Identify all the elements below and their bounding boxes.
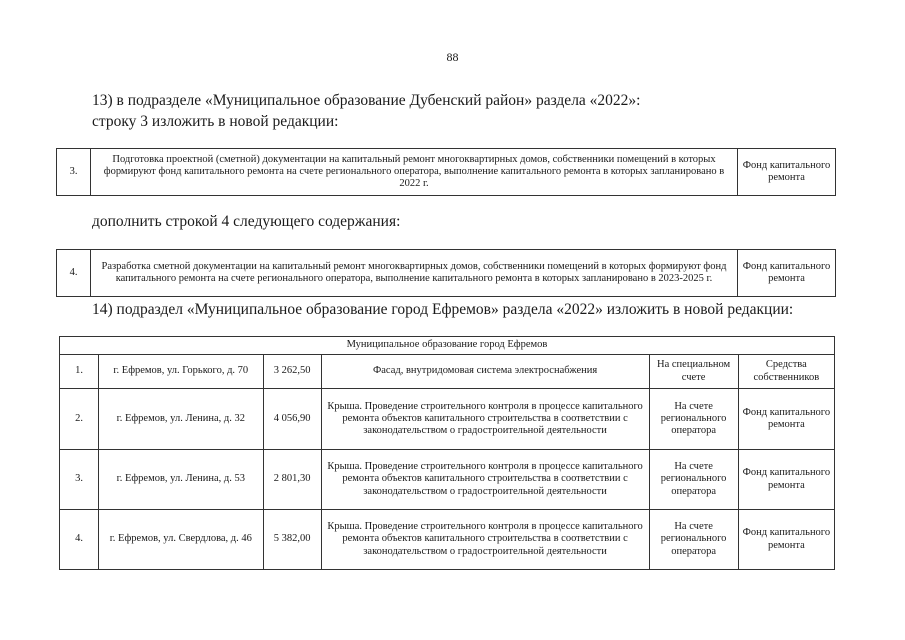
cell-number: 4. xyxy=(60,510,99,570)
row-funding-source: Фонд капитального ремонта xyxy=(738,250,836,297)
efremov-table xyxy=(59,336,835,570)
table-row xyxy=(57,149,836,196)
cell-funds: Фонд капитального ремонта xyxy=(738,450,834,510)
section-13-add-instruction: дополнить строкой 4 следующего содержания: xyxy=(92,213,401,230)
table-row xyxy=(60,389,835,450)
cell-work-type: Крыша. Проведение строительного контроля в процессе капитального ремонта объектов капитального строительства в соответствии с законодательством о градостроительной деятельности xyxy=(321,510,649,570)
page-number: 88 xyxy=(446,50,459,64)
table-row xyxy=(57,250,836,297)
cell-account: На специальном счете xyxy=(649,355,738,389)
row-description: Подготовка проектной (сметной) документации на капитальный ремонт многоквартирных домов, собственники помещений в которых формируют фонд капитального ремонта на счете регионального оператора, выполнение капитального ремонта в которых запланировано в 2022 г. xyxy=(91,149,738,196)
cell-amount: 3 262,50 xyxy=(263,355,321,389)
cell-funds: Средства собственников xyxy=(738,355,834,389)
cell-amount: 2 801,30 xyxy=(263,450,321,510)
cell-funds: Фонд капитального ремонта xyxy=(738,510,834,570)
cell-address: г. Ефремов, ул. Горького, д. 70 xyxy=(99,355,263,389)
dubensky-row-4-table xyxy=(56,249,836,297)
cell-account: На счете регионального оператора xyxy=(649,510,738,570)
cell-number: 2. xyxy=(60,389,99,450)
cell-account: На счете регионального оператора xyxy=(649,389,738,450)
table-row xyxy=(60,510,835,570)
section-14-intro: 14) подраздел «Муниципальное образование город Ефремов» раздела «2022» изложить в новой редакции: xyxy=(92,301,794,318)
section-13-instruction: строку 3 изложить в новой редакции: xyxy=(92,113,339,130)
cell-address: г. Ефремов, ул. Ленина, д. 53 xyxy=(99,450,263,510)
table-header-row xyxy=(60,337,835,355)
cell-account: На счете регионального оператора xyxy=(649,450,738,510)
table-header: Муниципальное образование город Ефремов xyxy=(60,337,835,355)
cell-address: г. Ефремов, ул. Ленина, д. 32 xyxy=(99,389,263,450)
cell-work-type: Крыша. Проведение строительного контроля в процессе капитального ремонта объектов капитального строительства в соответствии с законодательством о градостроительной деятельности xyxy=(321,450,649,510)
cell-work-type: Фасад, внутридомовая система электроснабжения xyxy=(321,355,649,389)
row-description: Разработка сметной документации на капитальный ремонт многоквартирных домов, собственники помещений в которых формируют фонд капитального ремонта на счете регионального оператора, выполнение капитального ремонта в которых запланировано в 2023-2025 г. xyxy=(91,250,738,297)
cell-amount: 5 382,00 xyxy=(263,510,321,570)
row-number: 4. xyxy=(57,250,91,297)
section-13-intro: 13) в подразделе «Муниципальное образование Дубенский район» раздела «2022»: xyxy=(92,92,641,109)
cell-amount: 4 056,90 xyxy=(263,389,321,450)
cell-funds: Фонд капитального ремонта xyxy=(738,389,834,450)
cell-address: г. Ефремов, ул. Свердлова, д. 46 xyxy=(99,510,263,570)
table-row xyxy=(60,450,835,510)
cell-number: 1. xyxy=(60,355,99,389)
row-funding-source: Фонд капитального ремонта xyxy=(738,149,836,196)
table-row xyxy=(60,355,835,389)
cell-work-type: Крыша. Проведение строительного контроля в процессе капитального ремонта объектов капитального строительства в соответствии с законодательством о градостроительной деятельности xyxy=(321,389,649,450)
dubensky-row-3-table xyxy=(56,148,836,196)
cell-number: 3. xyxy=(60,450,99,510)
row-number: 3. xyxy=(57,149,91,196)
